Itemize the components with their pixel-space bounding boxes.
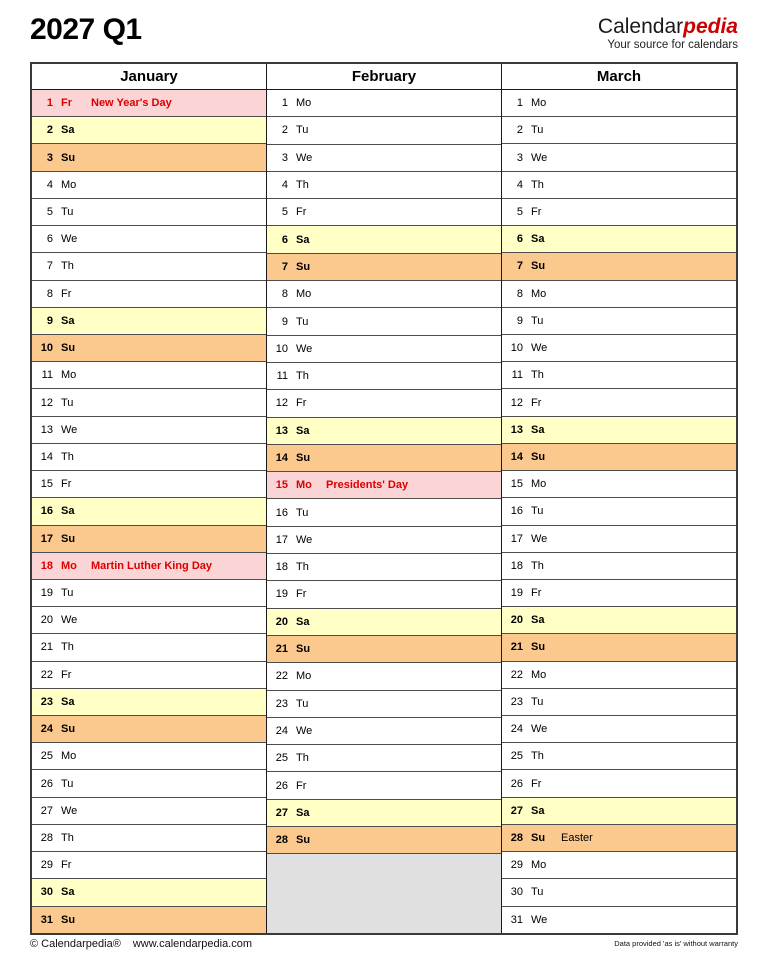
page-title: 2027 Q1 (30, 13, 142, 46)
month-column-february (266, 64, 501, 933)
day-weekday: Sa (531, 614, 545, 627)
day-number: 27 (275, 806, 288, 819)
month-rows (32, 90, 266, 933)
day-row (502, 471, 736, 498)
day-number: 18 (510, 559, 523, 572)
day-row (502, 281, 736, 308)
day-weekday: Mo (531, 478, 547, 491)
day-row (267, 390, 501, 417)
day-number: 22 (275, 670, 288, 683)
day-weekday: Mo (61, 178, 77, 191)
day-weekday: Fr (531, 205, 542, 218)
day-weekday: Fr (61, 668, 72, 681)
day-number: 31 (510, 913, 523, 926)
day-number: 2 (46, 124, 53, 137)
day-number: 17 (275, 533, 288, 546)
day-row (502, 308, 736, 335)
day-number: 30 (510, 886, 523, 899)
day-number: 9 (516, 314, 523, 327)
day-row (267, 172, 501, 199)
day-number: 23 (40, 695, 53, 708)
day-row (267, 718, 501, 745)
day-number: 6 (516, 233, 523, 246)
day-weekday: Su (296, 260, 311, 273)
day-number: 11 (276, 370, 288, 383)
day-weekday: Sa (531, 233, 545, 246)
day-row (502, 253, 736, 280)
day-weekday: Th (296, 370, 309, 383)
day-number: 11 (511, 369, 523, 382)
day-number: 21 (40, 641, 53, 654)
holiday-label: Presidents' Day (326, 479, 409, 492)
day-row (502, 117, 736, 144)
day-number: 14 (40, 450, 53, 463)
month-header: January (32, 64, 266, 90)
day-row (267, 663, 501, 690)
day-number: 7 (281, 260, 288, 273)
day-weekday: Su (296, 834, 311, 847)
copyright-text: © Calendarpedia® (30, 938, 121, 950)
day-weekday: Tu (296, 124, 309, 137)
day-number: 5 (281, 206, 288, 219)
day-number: 18 (275, 561, 288, 574)
day-weekday: Mo (296, 97, 312, 110)
day-row (502, 662, 736, 689)
day-weekday: Su (531, 832, 546, 845)
day-number: 5 (46, 205, 53, 218)
day-weekday: Sa (296, 615, 310, 628)
day-weekday: Sa (531, 423, 545, 436)
day-weekday: Su (61, 342, 76, 355)
day-weekday: Th (61, 641, 74, 654)
day-number: 4 (516, 178, 523, 191)
day-row (32, 607, 266, 634)
day-weekday: Tu (531, 886, 544, 899)
logo-wordmark (598, 16, 738, 38)
day-weekday: Sa (296, 806, 310, 819)
day-number: 13 (40, 423, 53, 436)
day-weekday: Th (296, 179, 309, 192)
day-weekday: We (296, 342, 313, 355)
day-weekday: Sa (296, 424, 310, 437)
day-row (502, 526, 736, 553)
day-weekday: Mo (531, 287, 547, 300)
day-weekday: Fr (61, 859, 72, 872)
day-weekday: We (296, 724, 313, 737)
day-row (32, 852, 266, 879)
day-weekday: We (531, 532, 548, 545)
day-row (502, 417, 736, 444)
day-row (32, 117, 266, 144)
day-weekday: Sa (61, 314, 75, 327)
day-weekday: We (531, 723, 548, 736)
day-weekday: Sa (61, 695, 75, 708)
day-number: 8 (46, 287, 53, 300)
day-number: 31 (40, 913, 53, 926)
day-row (502, 335, 736, 362)
day-number: 20 (510, 614, 523, 627)
day-row (502, 743, 736, 770)
day-row (502, 770, 736, 797)
day-number: 9 (281, 315, 288, 328)
day-row (32, 226, 266, 253)
day-number: 12 (40, 396, 53, 409)
day-row (32, 362, 266, 389)
empty-cell (267, 854, 501, 933)
day-row (502, 553, 736, 580)
day-weekday: We (61, 614, 78, 627)
day-row (267, 499, 501, 526)
day-row (267, 745, 501, 772)
day-weekday: Mo (531, 859, 547, 872)
day-weekday: Fr (531, 396, 542, 409)
day-number: 10 (40, 342, 53, 355)
day-weekday: Th (296, 561, 309, 574)
day-number: 3 (46, 151, 53, 164)
day-weekday: Th (61, 450, 74, 463)
day-row (267, 226, 501, 253)
day-row (502, 226, 736, 253)
day-number: 15 (40, 478, 53, 491)
day-number: 11 (41, 369, 53, 382)
day-row (32, 526, 266, 553)
day-weekday: Mo (61, 559, 77, 572)
day-weekday: Th (531, 559, 544, 572)
day-weekday: Sa (61, 124, 75, 137)
day-number: 23 (510, 695, 523, 708)
day-row (502, 879, 736, 906)
day-weekday: Su (61, 723, 76, 736)
day-number: 16 (510, 505, 523, 518)
day-number: 26 (275, 779, 288, 792)
day-row (502, 144, 736, 171)
day-weekday: Tu (531, 124, 544, 137)
day-number: 28 (510, 832, 523, 845)
month-rows (502, 90, 736, 933)
day-number: 17 (40, 532, 53, 545)
day-number: 16 (275, 506, 288, 519)
day-number: 6 (46, 233, 53, 246)
day-row (32, 281, 266, 308)
day-weekday: We (61, 804, 78, 817)
day-weekday: Fr (296, 588, 307, 601)
footer-copyright (30, 938, 252, 950)
day-number: 12 (510, 396, 523, 409)
day-number: 24 (510, 723, 523, 736)
page-header (0, 0, 768, 62)
day-number: 4 (46, 178, 53, 191)
day-row (502, 689, 736, 716)
day-weekday: Fr (296, 397, 307, 410)
day-row (32, 172, 266, 199)
day-row (267, 527, 501, 554)
day-weekday: We (531, 342, 548, 355)
day-row (267, 691, 501, 718)
day-number: 19 (275, 588, 288, 601)
day-row (32, 716, 266, 743)
day-weekday: Mo (296, 670, 312, 683)
day-number: 14 (510, 450, 523, 463)
day-weekday: We (296, 151, 313, 164)
day-row (32, 825, 266, 852)
day-row (267, 117, 501, 144)
day-row (32, 199, 266, 226)
day-weekday: Tu (61, 396, 74, 409)
day-row (32, 471, 266, 498)
day-number: 17 (510, 532, 523, 545)
day-number: 21 (510, 641, 523, 654)
day-weekday: Tu (61, 587, 74, 600)
day-weekday: Su (61, 532, 76, 545)
day-row (32, 689, 266, 716)
day-weekday: Th (61, 260, 74, 273)
day-weekday: Th (531, 750, 544, 763)
day-number: 19 (40, 587, 53, 600)
day-number: 29 (40, 859, 53, 872)
month-column-january (32, 64, 266, 933)
day-number: 2 (516, 124, 523, 137)
day-number: 20 (275, 615, 288, 628)
day-row (267, 281, 501, 308)
day-row (32, 553, 266, 580)
day-number: 1 (281, 97, 288, 110)
day-weekday: Th (531, 369, 544, 382)
day-row (267, 336, 501, 363)
day-number: 13 (275, 424, 288, 437)
day-row (32, 879, 266, 906)
day-row (267, 772, 501, 799)
day-weekday: Mo (531, 97, 547, 110)
day-number: 30 (40, 886, 53, 899)
day-row (267, 827, 501, 854)
day-row (502, 172, 736, 199)
day-row (267, 800, 501, 827)
day-weekday: Tu (531, 314, 544, 327)
day-weekday: We (61, 233, 78, 246)
day-row (267, 145, 501, 172)
day-number: 22 (40, 668, 53, 681)
day-row (32, 580, 266, 607)
day-row (267, 609, 501, 636)
day-row (267, 199, 501, 226)
day-weekday: Tu (61, 205, 74, 218)
day-row (502, 716, 736, 743)
day-number: 15 (510, 478, 523, 491)
month-column-march (501, 64, 736, 933)
day-row (32, 444, 266, 471)
day-weekday: Mo (296, 288, 312, 301)
day-row (502, 362, 736, 389)
day-row (267, 554, 501, 581)
day-row (32, 144, 266, 171)
day-row (32, 770, 266, 797)
day-number: 8 (516, 287, 523, 300)
day-weekday: Su (531, 260, 546, 273)
day-number: 9 (46, 314, 53, 327)
day-number: 16 (40, 505, 53, 518)
day-row (502, 199, 736, 226)
day-weekday: We (61, 423, 78, 436)
day-weekday: Fr (61, 287, 72, 300)
day-row (502, 852, 736, 879)
day-row (502, 607, 736, 634)
day-weekday: Fr (296, 206, 307, 219)
day-weekday: Su (296, 643, 311, 656)
day-weekday: Su (296, 452, 311, 464)
day-row (267, 445, 501, 472)
day-row (502, 825, 736, 852)
quarter-calendar-table (30, 62, 738, 935)
day-number: 10 (510, 342, 523, 355)
day-weekday: We (531, 151, 548, 164)
day-number: 29 (510, 859, 523, 872)
day-weekday: Th (61, 832, 74, 845)
footer-disclaimer: Data provided 'as is' without warranty (614, 939, 738, 948)
day-number: 27 (40, 804, 53, 817)
day-weekday: We (531, 913, 548, 926)
day-number: 3 (516, 151, 523, 164)
day-number: 26 (40, 777, 53, 790)
day-weekday: Fr (531, 587, 542, 600)
day-weekday: Sa (61, 886, 75, 899)
day-weekday: Tu (531, 695, 544, 708)
day-number: 10 (275, 342, 288, 355)
day-number: 21 (275, 643, 288, 656)
day-number: 24 (275, 724, 288, 737)
logo-text-black: Calendar (597, 15, 684, 38)
day-weekday: Su (61, 151, 76, 164)
day-number: 28 (275, 834, 288, 847)
day-weekday: Mo (61, 369, 77, 382)
day-number: 24 (40, 723, 53, 736)
day-number: 2 (281, 124, 288, 137)
day-weekday: Sa (61, 505, 75, 518)
day-row (502, 389, 736, 416)
day-row (32, 634, 266, 661)
day-number: 7 (46, 260, 53, 273)
day-number: 1 (516, 97, 523, 110)
day-row (267, 363, 501, 390)
day-row (502, 90, 736, 117)
day-row (502, 444, 736, 471)
month-rows (267, 90, 501, 933)
day-row (502, 498, 736, 525)
day-number: 26 (510, 777, 523, 790)
day-weekday: Su (531, 641, 546, 654)
day-row (32, 498, 266, 525)
day-weekday: Th (296, 752, 309, 765)
day-number: 25 (510, 750, 523, 763)
day-weekday: Tu (61, 777, 74, 790)
day-number: 25 (40, 750, 53, 763)
day-row (32, 253, 266, 280)
day-number: 18 (40, 559, 53, 572)
day-row (32, 90, 266, 117)
day-row (267, 308, 501, 335)
day-row (32, 308, 266, 335)
holiday-label: Easter (561, 832, 593, 845)
day-weekday: Tu (296, 506, 309, 519)
day-weekday: Mo (61, 750, 77, 763)
day-number: 3 (281, 151, 288, 164)
logo-tagline: Your source for calendars (607, 39, 738, 52)
day-number: 8 (281, 288, 288, 301)
day-weekday: Tu (531, 505, 544, 518)
day-row (32, 417, 266, 444)
day-weekday: Tu (296, 697, 309, 710)
day-number: 13 (510, 423, 523, 436)
day-row (502, 907, 736, 933)
day-row (267, 472, 501, 499)
day-weekday: Mo (296, 479, 312, 492)
day-weekday: Mo (531, 668, 547, 681)
day-weekday: Tu (296, 315, 309, 328)
month-header: February (267, 64, 501, 90)
day-row (267, 581, 501, 608)
day-weekday: Sa (296, 233, 310, 246)
day-number: 1 (46, 97, 53, 110)
day-weekday: Fr (61, 478, 72, 491)
day-row (267, 418, 501, 445)
day-row (267, 90, 501, 117)
day-weekday: Su (61, 913, 76, 926)
day-row (502, 580, 736, 607)
day-weekday: Su (531, 450, 546, 463)
day-weekday: Fr (296, 779, 307, 792)
holiday-label: Martin Luther King Day (91, 559, 213, 572)
day-row (502, 634, 736, 661)
day-row (267, 254, 501, 281)
day-weekday: We (296, 533, 313, 546)
day-weekday: Th (531, 178, 544, 191)
day-weekday: Sa (531, 804, 545, 817)
day-weekday: Fr (61, 97, 72, 110)
day-number: 23 (275, 697, 288, 710)
month-header: March (502, 64, 736, 90)
day-row (32, 662, 266, 689)
day-row (32, 743, 266, 770)
day-number: 19 (510, 587, 523, 600)
logo-text-red: pedia (683, 15, 738, 38)
day-number: 20 (40, 614, 53, 627)
day-number: 28 (40, 832, 53, 845)
page-footer (30, 938, 738, 950)
day-row (32, 389, 266, 416)
footer-url: www.calendarpedia.com (132, 938, 253, 950)
day-number: 15 (275, 479, 288, 492)
holiday-label: New Year's Day (91, 97, 172, 110)
day-row (32, 907, 266, 933)
day-number: 22 (510, 668, 523, 681)
day-number: 27 (510, 804, 523, 817)
day-number: 12 (275, 397, 288, 410)
day-row (267, 636, 501, 663)
day-row (502, 798, 736, 825)
calendarpedia-logo (598, 14, 738, 51)
day-number: 7 (516, 260, 523, 273)
day-number: 5 (516, 205, 523, 218)
day-number: 4 (281, 179, 288, 192)
day-number: 14 (275, 452, 288, 464)
day-weekday: Fr (531, 777, 542, 790)
day-row (32, 798, 266, 825)
day-row (32, 335, 266, 362)
day-number: 25 (275, 752, 288, 765)
day-number: 6 (281, 233, 288, 246)
